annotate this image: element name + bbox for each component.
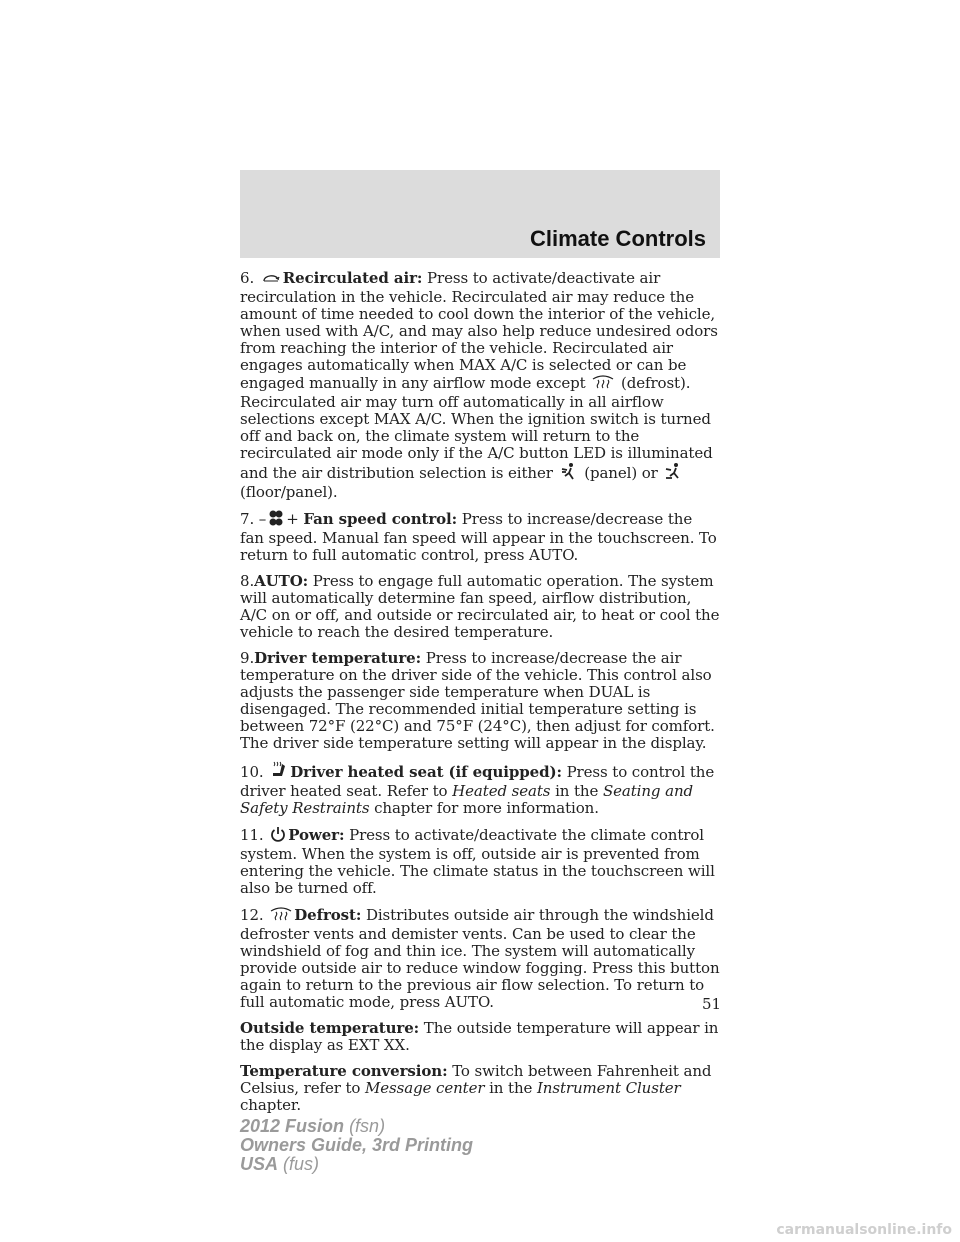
item-recirculated-air [240, 270, 720, 501]
item-title: Outside temperature: [240, 1019, 420, 1037]
panel-vent-icon [560, 462, 578, 484]
item-power [240, 826, 720, 897]
item-number: 6. [240, 269, 255, 287]
item-auto [240, 573, 720, 641]
page-content [240, 270, 720, 1123]
item-driver-heated-seat [240, 761, 720, 817]
item-text: The outside temperature will appear in the display as EXT XX. [240, 1019, 719, 1054]
heated-seat-icon [270, 761, 288, 783]
item-title: Defrost: [294, 906, 362, 924]
item-text: Press to engage full automatic operation. The system will automatically determine fan speed, airflow distribution, A/C on or off, and outside or recirculated air, to heat or cool the vehicle to reach the desired temperature. [240, 572, 720, 641]
item-title: Fan speed control: [303, 510, 458, 528]
section-title: Climate Controls [529, 226, 706, 251]
item-number: 11. [240, 826, 264, 844]
item-number: 7. [240, 510, 255, 528]
reference-instrument-cluster: Instrument Cluster [536, 1079, 681, 1097]
item-number: 8. [240, 572, 255, 590]
fan-icon [268, 510, 284, 530]
item-title: Driver temperature: [254, 649, 422, 667]
reference-seating-chapter: Seating and Safety Restraints [240, 782, 694, 817]
item-text: (defrost). Recirculated air may turn off automatically in all airflow selections except MAX A/C. When the ignition switch is turned off and back on, the climate system will return to the recirculated air mode only if the A/C button LED is illuminated and the air distribution selection is either [240, 374, 713, 482]
floor-panel-icon [664, 462, 682, 484]
item-temperature-conversion [240, 1063, 720, 1114]
item-number: 10. [240, 763, 264, 781]
item-text: Press to activate/deactivate air recirculation in the vehicle. Recirculated air may reduce the amount of time needed to cool down the interior of the vehicle, when used with A/C, and may also help reduce undesired odors from reaching the interior of the vehicle. Recirculated air engages automatically when MAX A/C is selected or can be engaged manually in any airflow mode except [240, 269, 718, 392]
item-title: AUTO: [254, 572, 309, 590]
item-fan-speed-control [240, 510, 720, 564]
defrost-icon [270, 906, 292, 926]
item-text: chapter. [240, 1096, 302, 1114]
item-text: Distributes outside air through the windshield defroster vents and demister vents. Can be used to clear the windshield of fog and thin ice. The system will automatically provide outside air to reduce window fogging. Press this button again to return to the previous air flow selection. To return to full automatic mode, press AUTO. [240, 906, 720, 1011]
item-text: Press to increase/decrease the fan speed. Manual fan speed will appear in the touchscreen. To return to full automatic control, press AUTO. [240, 510, 717, 564]
item-number: 12. [240, 906, 264, 924]
minus-sign: – [258, 510, 267, 528]
chapter-header-band [240, 170, 720, 258]
item-text: in the [489, 1079, 533, 1097]
item-title: Temperature conversion: [240, 1062, 448, 1080]
item-text: (panel) or [584, 464, 658, 482]
item-text: Press to increase/decrease the air temperature on the driver side of the vehicle. This control also adjusts the passenger side temperature when DUAL is disengaged. The recommended initial temperature setting is between 72°F (22°C) and 75°F (24°C), then adjust for comfort. The driver side temperature setting will appear in the display. [240, 649, 715, 752]
recirculation-icon [261, 272, 281, 289]
plus-sign: + [286, 510, 299, 528]
item-text: (floor/panel). [240, 483, 338, 501]
item-text: Press to control the driver heated seat. Refer to [240, 763, 715, 800]
item-number: 9. [240, 649, 255, 667]
reference-message-center: Message center [365, 1079, 485, 1097]
item-driver-temperature [240, 650, 720, 752]
item-text: chapter for more information. [374, 799, 599, 817]
item-text: Press to activate/deactivate the climate control system. When the system is off, outside air is prevented from entering the vehicle. The climate status in the touchscreen will also be turned off. [240, 826, 715, 897]
item-title: Recirculated air: [282, 269, 423, 287]
power-icon [270, 826, 286, 846]
reference-heated-seats: Heated seats [452, 782, 551, 800]
item-text: in the [555, 782, 599, 800]
footer-market: USA [240, 1154, 279, 1174]
item-defrost [240, 906, 720, 1011]
page-number: 51 [702, 995, 722, 1013]
item-outside-temperature [240, 1020, 720, 1054]
item-text: To switch between Fahrenheit and Celsius, refer to [240, 1062, 712, 1097]
footer [240, 1117, 473, 1174]
defrost-icon [592, 374, 614, 394]
item-title: Power: [288, 826, 345, 844]
watermark: carmanualsonline.info [776, 1222, 952, 1238]
footer-model-code: (fsn) [349, 1116, 386, 1136]
footer-market-code: (fus) [283, 1154, 320, 1174]
item-title: Driver heated seat (if equipped): [290, 763, 562, 781]
footer-guide-edition: Owners Guide, 3rd Printing [240, 1135, 474, 1155]
footer-model: 2012 Fusion [240, 1116, 345, 1136]
